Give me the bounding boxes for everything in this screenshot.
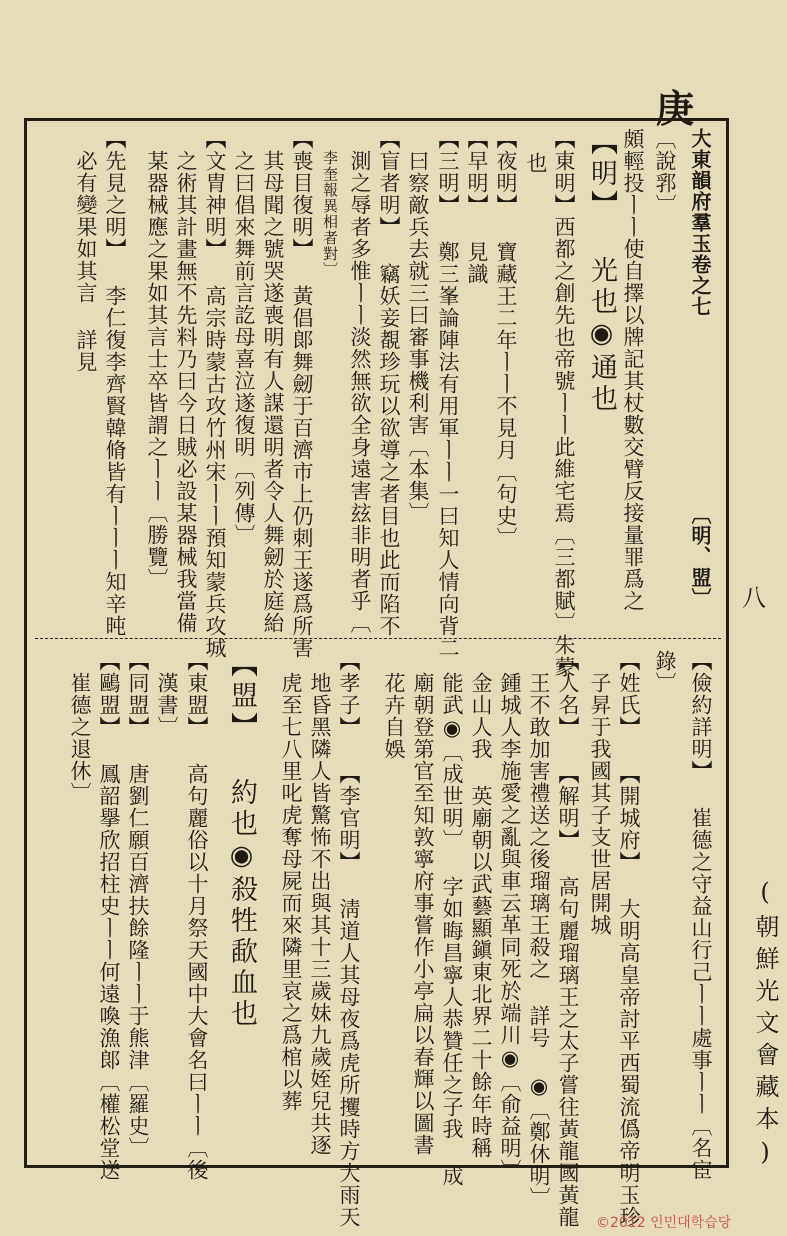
text-column: 曰察敵兵去就三曰審事機利害〔本集〕: [406, 150, 430, 524]
text-column: 【儉約詳明】 崔德之守益山行己ㅣㅣ處事ㅣㅣ〔名宦: [689, 650, 713, 1181]
text-column: 【東盟】 高句麗俗以十月祭天國中大會名曰ㅣㅣ〔後: [185, 650, 209, 1181]
text-column: 也: [524, 152, 548, 174]
text-column: 之曰倡來舞前言訖母喜泣遂復明〔列傳〕: [232, 150, 256, 546]
headword-column: 【明】 光也◉通也: [586, 128, 617, 415]
text-column: 必有變果如其言 詳見: [74, 150, 98, 373]
text-column: 【早明】 見識: [465, 128, 489, 285]
section-divider: [35, 638, 721, 639]
text-column: 花卉自娛: [382, 672, 406, 760]
text-column: 能武◉〔成世明〕 字如晦昌寧人恭贊任之子我 成: [440, 672, 464, 1187]
text-column: 【文胄神明】 高宗時蒙古攻竹州宋ㅣㅣ預知蒙兵攻城: [203, 128, 227, 659]
copyright-watermark: ©2012 인민대학습당: [596, 1215, 732, 1231]
text-column: 【盲者明】 竊妖妾覩珍玩以欲導之者目也此而陷不: [377, 128, 401, 637]
book-title: 大東韻府羣玉卷之七: [688, 128, 712, 317]
text-column: 漢書〕: [155, 672, 179, 738]
publisher-note: (朝鮮光文會藏本): [751, 878, 779, 1174]
text-column: 測之辱者多惟ㅣㅣ淡然無欲全身遠害玆非明者乎〔: [348, 150, 372, 634]
text-column: 【先見之明】 李仁復李齊賢韓脩皆有ㅣㅣㅣ知辛旽: [103, 128, 127, 637]
text-column: 子昇于我國其子支世居開城: [588, 672, 612, 936]
text-column: 【人名】 【解明】 高句麗瑠璃王之太子嘗往黃龍國黃龍: [556, 650, 580, 1228]
category-character: 庚: [656, 86, 695, 131]
headword-column: 【盟】 約也◉殺牲歃血也: [226, 650, 257, 1030]
text-column: 【三明】 鄭三峯論陣法有用軍ㅣㅣ一曰知人情向背二: [436, 128, 460, 659]
text-column: 【鷗盟】 鳳韶擧欣招柱史ㅣㅣ何遠喚漁郞〔權松堂送: [97, 650, 121, 1181]
text-column: 王不敢加害禮送之後瑠璃王殺之 詳号 ◉〔鄭休明〕: [527, 672, 551, 1209]
section-heading: 〔明、盟〕: [688, 504, 712, 609]
text-column: 鍾城人李施愛之亂與車云革同死於端川◉〔俞益明〕: [498, 672, 522, 1181]
text-column: 【東明】西都之創先也帝號ㅣㅣ此維宅焉〔三都賦〕朱蒙: [552, 128, 576, 678]
text-column: 【姓氏】 【開城府】 大明高皇帝討平西蜀流僞帝明玉珍: [617, 650, 641, 1228]
text-column: 某器械應之果如其言士卒皆謂之ㅣㅣ〔勝覽〕: [145, 150, 169, 590]
text-column: 之術其計畫無不先料乃曰今日賊必設某器械我當備: [174, 150, 198, 634]
page-number: 八: [742, 584, 766, 612]
text-column: 崔德之退休〕: [68, 672, 92, 804]
text-column: 廟朝登第官至知敦寧府事嘗作小亭扁以春輝以圖書: [411, 672, 435, 1156]
text-column: 錄〕: [653, 650, 677, 694]
text-column: 【夜明】 寶藏王二年ㅣㅣ不見月〔句史〕: [494, 128, 518, 549]
text-column: 李奎報異相者對〕: [321, 150, 339, 278]
text-column: 頗輕投ㅣㅣ使自擇以牌記其杖數交臂反接量罪爲之: [621, 128, 645, 612]
text-column: 〔說郛〕: [653, 128, 677, 216]
text-column: 【喪目復明】 黃倡郞舞劒于百濟市上仍刺王遂爲所害: [290, 128, 314, 659]
text-column: 【同盟】 唐劉仁願百濟扶餘隆ㅣㅣ于熊津〔羅史〕: [126, 650, 150, 1159]
text-column: 虎至七八里叱虎奪母屍而來隣里哀之爲棺以葬: [279, 672, 303, 1112]
text-column: 金山人我 英廟朝以武藝顯鎭東北界二十餘年時稱: [469, 672, 493, 1159]
text-column: 【孝子】 【李官明】 淸道人其母夜爲虎所攫時方大雨天: [337, 650, 361, 1228]
text-column: 其母聞之號哭遂喪明有人謀還明者令人舞劒於庭紿: [261, 150, 285, 634]
text-column: 地昏黑隣人皆驚怖不出與其十三歲妹九歲姪兒共逐: [308, 672, 332, 1156]
